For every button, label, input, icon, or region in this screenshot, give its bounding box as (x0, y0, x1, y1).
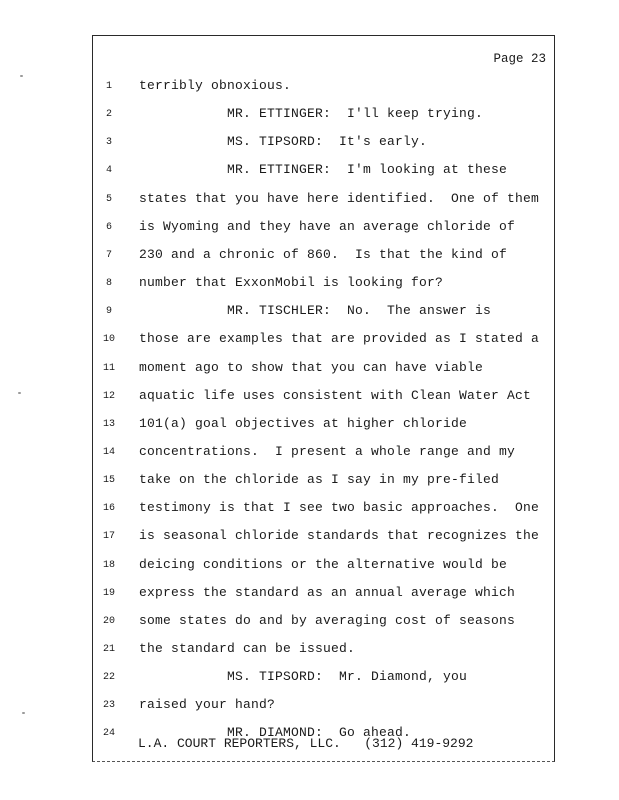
transcript-line (93, 275, 556, 295)
transcript-line (93, 219, 556, 239)
line-number: 16 (102, 503, 115, 515)
line-text: MR. DIAMOND: Go ahead. (139, 725, 412, 741)
line-text: MS. TIPSORD: It's early. (139, 134, 428, 150)
line-number: 17 (102, 531, 115, 543)
line-text: express the standard as an annual average which (139, 584, 516, 600)
line-number: 20 (102, 615, 115, 627)
transcript-line (93, 388, 556, 408)
line-number: 9 (105, 306, 112, 318)
transcript-line (93, 78, 556, 98)
transcript-line (93, 416, 556, 436)
transcript-line (93, 585, 556, 605)
court-reporter-footer: L.A. COURT REPORTERS, LLC. (312) 419-9292 (138, 736, 474, 751)
scan-speck (18, 392, 21, 394)
line-text: some states do and by averaging cost of seasons (139, 612, 516, 628)
line-number: 12 (102, 390, 115, 402)
line-text: 230 and a chronic of 860. Is that the kind of (139, 246, 508, 262)
line-number: 24 (102, 728, 115, 740)
transcript-page (92, 35, 555, 762)
line-number: 13 (102, 418, 115, 430)
line-number: 10 (102, 334, 115, 346)
line-number: 7 (105, 249, 112, 261)
line-text: moment ago to show that you can have viable (139, 359, 484, 375)
transcript-line (93, 106, 556, 126)
line-text: MR. TISCHLER: No. The answer is (139, 303, 492, 319)
line-number: 21 (102, 644, 115, 655)
transcript-line (93, 669, 556, 689)
transcript-line (93, 303, 556, 323)
line-number: 5 (105, 193, 112, 205)
transcript-line (93, 134, 556, 154)
transcript-line (93, 557, 556, 577)
line-number: 15 (102, 475, 115, 487)
line-number: 11 (102, 362, 115, 374)
transcript-line (93, 472, 556, 492)
transcript-line (93, 444, 556, 464)
line-number: 14 (102, 446, 115, 458)
transcript-line (93, 331, 556, 351)
transcript-line (93, 247, 556, 267)
line-number: 6 (105, 221, 112, 233)
line-text: states that you have here identified. One of them (139, 190, 540, 206)
transcript-line (93, 191, 556, 211)
transcript-line (93, 500, 556, 520)
page-number: Page 23 (493, 52, 546, 66)
line-number: 1 (105, 81, 112, 92)
scan-speck (20, 75, 23, 77)
transcript-line (93, 162, 556, 182)
line-number: 3 (105, 137, 112, 149)
line-text: concentrations. I present a whole range and my (139, 443, 516, 459)
transcript-line (93, 697, 556, 717)
transcript-line (93, 528, 556, 548)
line-text: take on the chloride as I say in my pre-filed (139, 472, 500, 488)
line-text: number that ExxonMobil is looking for? (139, 275, 444, 291)
line-text: is seasonal chloride standards that recognizes the (139, 528, 540, 544)
scan-speck (22, 712, 25, 714)
line-number: 4 (105, 165, 112, 177)
line-number: 19 (102, 587, 115, 599)
line-text: testimony is that I see two basic approaches. One (139, 500, 540, 516)
line-text: aquatic life uses consistent with Clean Water Act (139, 387, 532, 403)
line-text: the standard can be issued. (139, 641, 356, 656)
transcript-line (93, 360, 556, 380)
transcript-line (93, 613, 556, 633)
line-number: 8 (105, 278, 112, 290)
line-text: MS. TIPSORD: Mr. Diamond, you (139, 669, 468, 685)
line-number: 23 (102, 700, 115, 712)
line-text: is Wyoming and they have an average chloride of (139, 218, 516, 234)
line-number: 18 (102, 559, 115, 571)
line-text: MR. ETTINGER: I'll keep trying. (139, 106, 484, 122)
transcript-line (93, 641, 556, 661)
line-text: 101(a) goal objectives at higher chloride (139, 415, 468, 431)
line-text: deicing conditions or the alternative would be (139, 556, 508, 572)
line-text: raised your hand? (139, 697, 276, 713)
line-number: 2 (105, 109, 112, 121)
line-text: those are examples that are provided as I stated a (139, 331, 540, 347)
line-text: terribly obnoxious. (139, 78, 292, 93)
line-number: 22 (102, 672, 115, 684)
line-text: MR. ETTINGER: I'm looking at these (139, 162, 508, 178)
